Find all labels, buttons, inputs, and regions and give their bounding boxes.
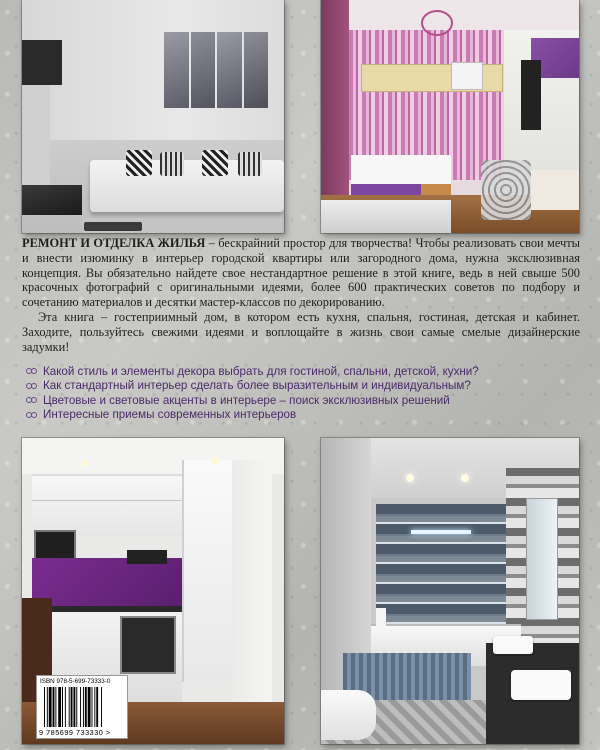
description-paragraph-1 xyxy=(22,236,580,310)
striped-tile-wall xyxy=(376,504,506,624)
rings-bullet-icon xyxy=(26,395,38,405)
wall-art-panels xyxy=(164,32,268,108)
description-paragraph-1-body: – бескрайний простор для творчества! Чтобы реализовать свои мечты и внести изюминку в интерьер городской квартиры или загородного дома, нужна эксклюзивная концепция. Вы обязательно найдете свое нестандартное решение в этой книге, ведь в ней свыше 500 красочных фотографий с оригинальными идеями, более 600 практических советов по подбору и сочетанию материалов и десятки мастер-классов по декорированию. xyxy=(22,236,581,310)
oven xyxy=(120,616,176,674)
photo-living-room xyxy=(22,0,284,233)
rings-bullet-icon xyxy=(26,381,38,391)
rings-bullet-icon xyxy=(26,410,38,420)
barcode-number: 9 785699 733330 > xyxy=(39,728,111,737)
feature-list xyxy=(26,364,546,422)
rings-bullet-icon xyxy=(26,366,38,376)
feature-text: Интересные приемы современных интерьеров xyxy=(43,408,297,422)
feature-list-item xyxy=(26,379,546,394)
feature-text: Как стандартный интерьер сделать более выразительным и индивидуальным? xyxy=(43,379,471,393)
feature-list-item xyxy=(26,408,546,423)
description-text xyxy=(22,236,580,354)
feature-list-item xyxy=(26,393,546,408)
isbn-label: ISBN 978-5-699-73333-0 xyxy=(40,678,111,685)
description-title: РЕМОНТ И ОТДЕЛКА ЖИЛЬЯ xyxy=(22,236,206,250)
feature-list-item xyxy=(26,364,546,379)
purple-backsplash xyxy=(32,558,182,608)
toilet xyxy=(321,690,376,740)
barcode-bars xyxy=(43,687,123,727)
photo-bathroom xyxy=(321,438,579,744)
description-paragraph-2: Эта книга – гостеприимный дом, в котором есть кухня, спальня, гостиная, детская и кабинет. Заходите, пользуйтесь свежими идеями и воплощайте в жизнь свои самые смелые дизайнерские задумки! xyxy=(22,309,580,354)
isbn-barcode xyxy=(36,675,128,739)
feature-text: Какой стиль и элементы декора выбрать для гостиной, спальни, детской, кухни? xyxy=(43,364,479,378)
feature-text: Цветовые и световые акценты в интерьере – поиск эксклюзивных решений xyxy=(43,393,450,407)
photo-kids-bedroom xyxy=(321,0,579,233)
